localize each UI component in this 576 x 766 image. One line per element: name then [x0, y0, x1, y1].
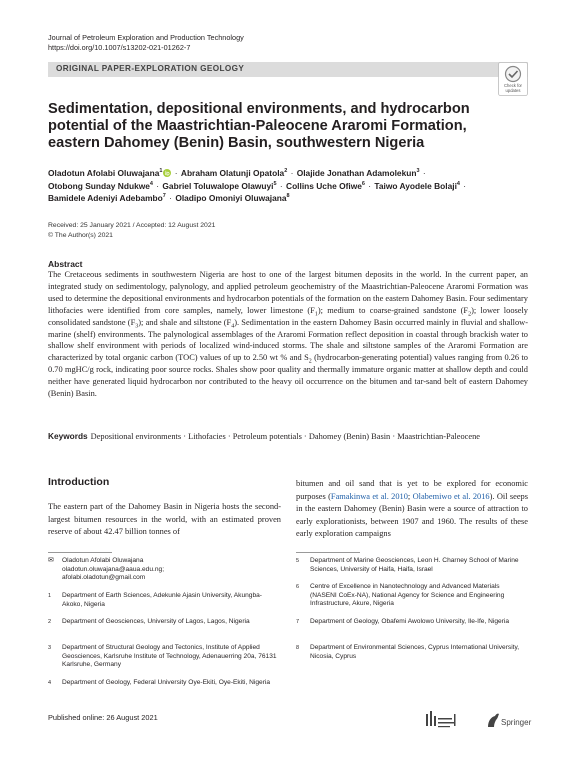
keywords-text: Depositional environments · Lithofacies · Petroleum potentials · Dahomey (Benin) Basin · Maastrichtian-Paleocene [90, 432, 480, 441]
affiliation-3: 3 Department of Structural Geology and Tectonics, Institute of Applied Geosciences, Karlsruhe Institute of Technology, Adenauerring 20a, 76131 Karlsruhe, Germany [48, 644, 277, 669]
author-list: Oladotun Afolabi Oluwajana$^1$ · Abraham Olatunji Opatola$^2$ · Olajide Jonathan Adamolekun$^3$ · Otobong Sunday Ndukwe$^4$ · Gabriel Toluwalope Olawuyi$^5$ · Collins Uche Ofiwe$^6$ · Taiwo Ayodele Bolaji$^4$ · Bamidele Adeniyi Adebambo$^7$ · Oladipo Omoniyi Oluwajana$^8$ [48, 168, 467, 203]
citation-link[interactable]: Famakinwa et al. 2010 [330, 491, 408, 501]
affiliation-5: 5 Department of Marine Geosciences, Leon H. Charney School of Marine Sciences, University of Haifa, Haifa, Israel [296, 557, 519, 573]
affiliation-1: 1 Department of Earth Sciences, Adekunle Ajasin University, Akungba-Akoko, Nigeria [48, 592, 262, 608]
author[interactable]: Collins Uche Ofiwe$^6$ [286, 180, 365, 191]
copyright: © The Author(s) 2021 [48, 231, 113, 239]
check-updates-label-1: Check for [504, 83, 522, 88]
introduction-heading: Introduction [48, 476, 110, 488]
publisher-logo [424, 708, 532, 732]
author[interactable]: Gabriel Toluwalope Olawuyi$^5$ [162, 180, 277, 191]
article-type-banner [48, 62, 528, 77]
affiliation-4: 4 Department of Geology, Federal University Oye-Ekiti, Oye-Ekiti, Nigeria [48, 679, 271, 686]
envelope-icon: ✉ [48, 557, 54, 564]
author[interactable]: Bamidele Adeniyi Adebambo$^7$ [48, 193, 166, 203]
received-accepted: Received: 25 January 2021 / Accepted: 12 August 2021 [48, 222, 216, 229]
affiliation-6: 6 Centre of Excellence in Nanotechnology and Advanced Materials (NASENI CoEx-NA), National Agency for Science and Engineering Infrastructure, Akure, Nigeria [296, 583, 505, 608]
published-online: Published online: 26 August 2021 [48, 713, 158, 722]
journal-name: Journal of Petroleum Exploration and Production Technology [48, 33, 244, 42]
publisher-logos [424, 708, 532, 732]
affiliation-8: 8 Department of Environmental Sciences, Cyprus International University, Nicosia, Cyprus [296, 644, 520, 660]
author[interactable]: Oladipo Omoniyi Oluwajana$^8$ [175, 193, 290, 203]
springer-horse-icon [488, 714, 499, 727]
journal-header [48, 33, 244, 53]
citation-link[interactable]: Olabemiwo et al. 2016 [412, 491, 490, 501]
abstract-heading: Abstract [48, 259, 83, 269]
doi-link[interactable]: https://doi.org/10.1007/s13202-021-01262-7 [48, 43, 191, 52]
keywords [48, 431, 528, 443]
paper-title: Sedimentation, depositional environments, and hydrocarbon potential of the Maastrichtian-Paleocene Araromi Formation, eastern Dahomey (Benin) Basin, southwestern Nigeria [48, 101, 470, 151]
check-for-updates-badge[interactable] [498, 62, 528, 96]
author[interactable]: Oladotun Afolabi Oluwajana$^1$ [48, 168, 163, 178]
author[interactable]: Taiwo Ayodele Bolaji$^4$ [374, 180, 460, 191]
kfupm-logo-icon [426, 711, 456, 727]
abstract-text: The Cretaceous sediments in southwestern Nigeria are host to one of the largest bitumen deposits in the world. In the current paper, an integrated study on sedimentology, palynology, and applied petroleum geochemistry of the Maastrichtian-Paleocene Araromi Formation was used to determine the depositional environments and hydrocarbon potentials of the formation on the eastern Dahomey Basin. Four sedimentary lithofacies were identified from core samples, namely, lower limestone $(F_1)$; medium to coarse-grained sandstone $(F_2)$; lower loosely consolidated sandstone $(F_3)$; and shale and siltstone $(F_4)$. Sedimentation in the eastern Dahomey Basin occurred mainly in fluvial and shallow-marine (shelf) environments. The palynological assemblages of the Araromi Formation reflect deposition in coastal through brackish water to shallow shelf environment with periods of localized wind-induced storms. The shale and siltstone samples of the Araromi Formation are characterized by total organic carbon (TOC) values of up to 2.50 wt % and $S_2$ (hydrocarbon-generating potential) values ranging from 0.26 to 0.70 mgHC/g rock, indicating poor source rocks. Shales show poor quality and thermally immature organic matter at shallow depth and could neither have generated liquid hydrocarbon nor contributed to the heavy oil occurrence on the bitumen and tar-sand belt of eastern Dahomey (Benin) Basin. [48, 270, 529, 399]
article-type: ORIGINAL PAPER-EXPLORATION GEOLOGY [56, 64, 245, 73]
introduction-col1: The eastern part of the Dahomey Basin in Nigeria hosts the second-largest bitumen resources in the world, with an estimated proven reserve of about 42.47 billion tonnes of [48, 502, 281, 536]
footnote-divider-left [48, 552, 112, 553]
keywords-label: Keywords [48, 431, 88, 441]
introduction-col2: bitumen and oil sand that is yet to be explored for economic purposes (Famakinwa et al. 2010; Olabemiwo et al. 2016). Oil seeps in the eastern Dahomey (Benin) Basin were a source of attraction to early explorationists, between 1907 and 1960. The results of these early exploration campaigns [296, 479, 528, 538]
corresponding-author-note [48, 557, 281, 587]
footnote-divider-right [296, 552, 360, 553]
author[interactable]: Abraham Olatunji Opatola$^2$ [180, 168, 288, 178]
affiliation-7: 7 Department of Geology, Obafemi Awolowo University, Ile-Ife, Nigeria [296, 618, 509, 625]
check-updates-label-2: updates [505, 88, 521, 93]
affiliation-2: 2 Department of Geosciences, University of Lagos, Lagos, Nigeria [48, 618, 250, 625]
article-dates [48, 221, 215, 240]
springer-label: Springer [501, 718, 532, 727]
corresponding-author-text[interactable]: Oladotun Afolabi Oluwajana oladotun.oluwajana@aaua.edu.ng; afolabi.oladotun@gmail.com [62, 557, 165, 582]
author[interactable]: Otobong Sunday Ndukwe$^4$ [48, 180, 153, 191]
author[interactable]: Olajide Jonathan Adamolekun$^3$ [296, 168, 420, 178]
check-updates-icon [498, 62, 528, 96]
